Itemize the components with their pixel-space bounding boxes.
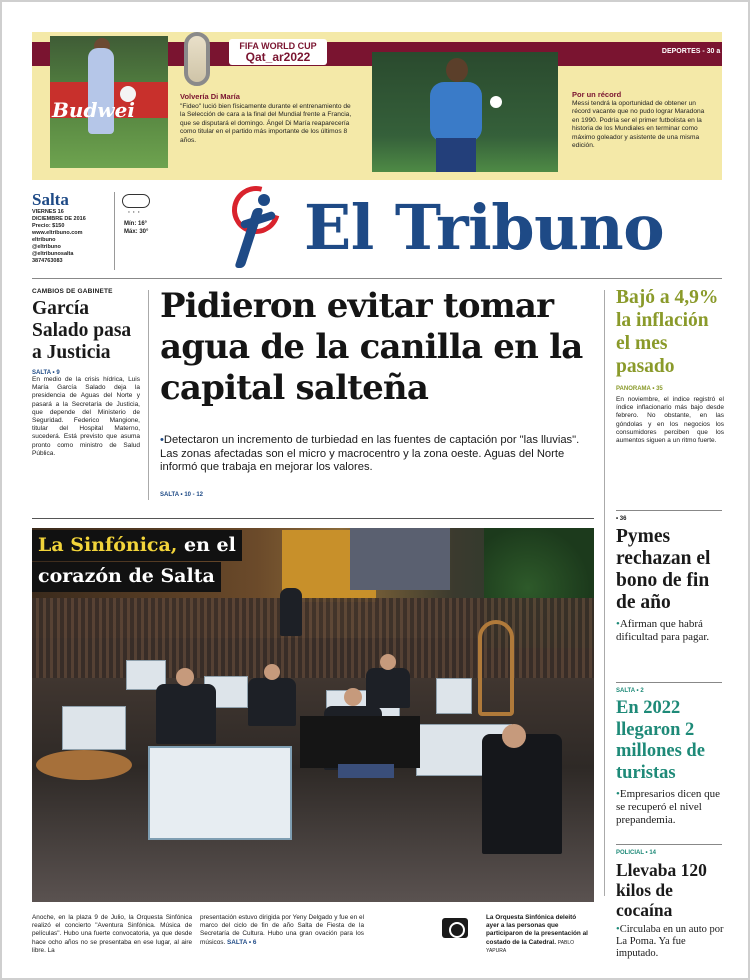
di-maria-photo [50,36,168,168]
pymes-dek-text: Afirman que habrá dificultad para pagar. [616,618,710,643]
tourism-headline[interactable]: En 2022 llegaron 2 millones de turistas [616,698,705,783]
left-story-kicker: CAMBIOS DE GABINETE [32,288,113,295]
website-line[interactable]: www.eltribuno.com [32,230,83,236]
tourism-dek-text: Empresarios dicen que se recuperó el nivel prepandemia. [616,788,721,826]
main-story-dek [160,434,596,475]
pymes-headline[interactable]: Pymes rechazan el bono de fin de año [616,526,711,613]
left-story-headline[interactable]: García Salado pasa a Justicia [32,298,132,363]
pymes-section-tag: • 36 [616,516,627,522]
police-dek-text: Circulaba en un auto por La Poma. Ya fue imputado. [616,924,724,959]
world-cup-trophy-icon [184,32,210,86]
story-rule [616,844,722,845]
left-story[interactable] [32,288,140,458]
min-temp: Mín: 16° [124,221,148,227]
police-section-tag: POLICIAL • 14 [616,850,656,856]
police-story[interactable] [616,850,724,960]
bullet-dot: • [616,924,620,935]
photo-caption-right [486,914,588,955]
photo-caption-mid [200,914,364,947]
banner-story-1-text: "Fideo" lució bien físicamente durante el entrenamiento de la Selección de cara a la final del Mundial frente a Francia, que se disputará el domingo. Ángel Di María reaparecería como titular en el partido más importante de los últimos 8 años. [180,103,352,144]
inflation-story[interactable] [616,286,724,445]
police-dek [616,924,724,960]
bullet-dot: • [616,788,620,800]
world-cup-small-label: FIFA WORLD CUP [239,41,317,51]
main-story-dek-text: Detectaron un incremento de turbiedad en las fuentes de captación por "las lluvias". Las zonas afectadas son el micro y macrocentro y la zona oeste. Aguas del Norte informó que trabaja en mejorar los valores. [160,434,580,474]
banner-story-2-text: Messi tendrá la oportunidad de obtener un récord vacante que no pudo lograr Maradona en 1990. Podría ser el primer futbolista en la historia de los Mundiales en terminar como máximo goleador y asistente de una misma edición. [572,100,705,150]
main-story-section-tag: SALTA • 10 - 12 [160,492,203,498]
bullet-dot: • [616,618,620,630]
left-story-section-tag: SALTA • 9 [32,370,60,376]
story-rule [616,510,722,511]
world-cup-name: Qat_ar2022 [245,50,311,64]
photo-credit: PABLO YAPURA [486,939,575,954]
photo-caption-right-text: La Orquesta Sinfónica deleitó ayer a las personas que participaron de la presentación al costado de la Catedral. [486,914,588,946]
inflation-headline[interactable]: Bajó a 4,9% la inflación el mes pasado [616,287,719,377]
social-line: eltribuno [32,237,56,243]
main-headline[interactable]: Pidieron evitar tomar agua de la canilla en la capital salteña [160,286,583,408]
el-tribuno-logo-icon [230,186,286,274]
photo-title-rest: en el [177,534,236,556]
banner-story-1-heading[interactable]: Volvería Di María [180,92,240,101]
date-line: DICIEMBRE DE 2016 [32,216,86,222]
photo-title-line-2: corazón de Salta [32,562,221,592]
photo-caption-mid-text: presentación estuvo dirigida por Yeny Delgado y fue en el marco del ciclo de fin de año Salta de Fiesta de la Secretaría de Cultura. Hubo una gran ovación para los músicos. [200,914,364,946]
ad-board-text: Budwei [52,98,135,122]
inflation-body: En noviembre, el índice registró el índice inflacionario más bajo desde febrero. No obstante, en las góndolas y en los negocios los consumidores perciben que los aumentos siguen a un ritmo fuerte. [616,396,724,445]
bullet-dot: • [160,434,164,446]
weather-temps [124,220,148,236]
price-line: Precio: $150 [32,223,65,229]
tourism-story[interactable] [616,688,724,827]
inflation-section-tag: PANORAMA • 35 [616,386,663,392]
police-headline[interactable]: Llevaba 120 kilos de cocaína [616,860,707,920]
camera-icon [442,918,468,938]
left-story-body: En medio de la crisis hídrica, Luis María García Salado deja la presidencia de Aguas del Norte y pasará a la Secretaría de Justicia, que depende del Ministerio de Seguridad. Federico Mangione, titular del Hospital Materno, sucederá. Está previsto que asuma pronto como ministro de Salud Pública. [32,376,140,457]
messi-photo [372,52,558,172]
section-rule [32,518,594,519]
newspaper-name: El Tribuno [304,191,665,264]
edition-city: Salta [32,190,69,209]
date-line: VIERNES 16 [32,209,64,215]
masthead-info [32,190,114,265]
photo-title-highlight: La Sinfónica, [38,534,178,556]
world-cup-badge [229,39,327,65]
pymes-dek [616,618,724,644]
column-divider [148,290,149,500]
column-divider [604,290,605,896]
photo-title [32,530,242,561]
phone-line: 3874763083 [32,258,63,264]
sports-section-label: DEPORTES - 30 a 33 [661,48,730,55]
banner-story-2-heading[interactable]: Por un récord [572,90,622,99]
masthead-rule [32,278,722,279]
photo-caption-left: Anoche, en la plaza 9 de Julio, la Orquesta Sinfónica realizó el concierto "Aventura Sinfónica. Música de películas". Hubo una fuerte convocatoria, ya que desde hace ocho años no se presentaba en ese lugar, al aire libre. La [32,914,192,954]
tourism-section-tag: SALTA • 2 [616,688,644,694]
sheet-music [148,746,292,840]
pymes-story[interactable] [616,516,724,644]
max-temp: Máx: 30° [124,229,149,235]
divider [114,192,115,270]
social-line: @eltribunosalta [32,251,74,257]
rain-cloud-icon: ''' [122,192,152,214]
story-rule [616,682,722,683]
photo-caption-tag: SALTA • 6 [227,938,257,946]
social-line: @eltribuno [32,244,61,250]
tourism-dek [616,788,724,827]
